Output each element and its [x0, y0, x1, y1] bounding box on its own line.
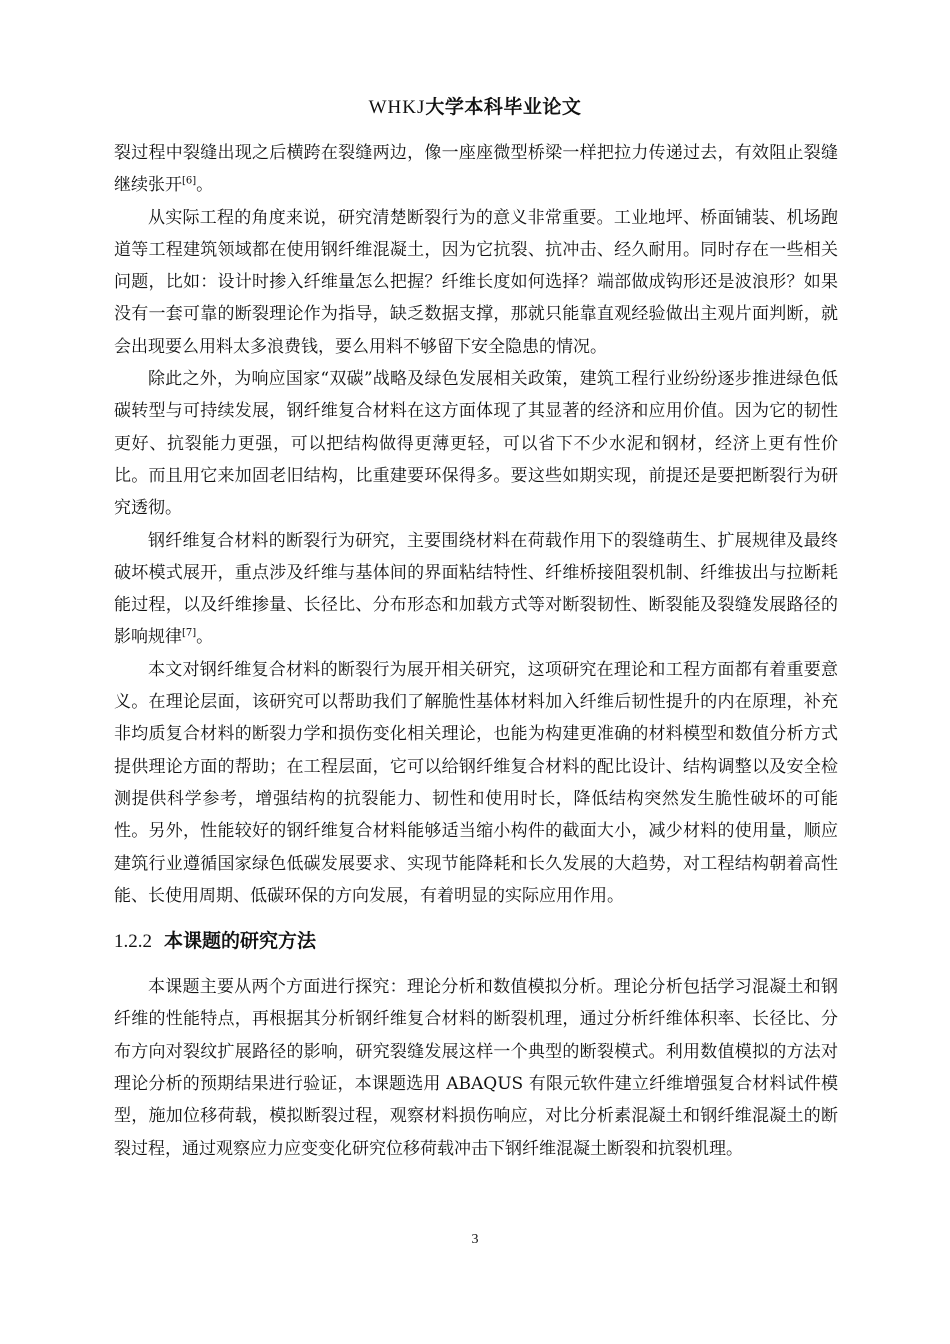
paragraph-text: 钢纤维复合材料的断裂行为研究，主要围绕材料在荷载作用下的裂缝萌生、扩展规律及最终破坏模式展开，重点涉及纤维与基体间的界面粘结特性、纤维桥接阻裂机制、纤维拔出与拉断耗能过程，以及纤维掺量、长径比、分布形态和加载方式等对断裂韧性、断裂能及裂缝发展路径的影响规律: [114, 530, 838, 648]
header-title: 大学本科毕业论文: [425, 96, 582, 118]
paragraph: [114, 525, 838, 654]
paragraph-continued: [114, 137, 838, 202]
running-header: [0, 92, 950, 119]
section-heading: [114, 926, 838, 957]
paragraph: 除此之外，为响应国家“双碳”战略及绿色发展相关政策，建筑工程行业纷纷逐步推进绿色低碳转型与可持续发展，钢纤维复合材料在这方面体现了其显著的经济和应用价值。因为它的韧性更好、抗裂能力更强，可以把结构做得更薄更轻，可以省下不少水泥和钢材，经济上更有性价比。而且用它来加固老旧结构，比重建要环保得多。要这些如期实现，前提还是要把断裂行为研究透彻。: [114, 369, 838, 519]
paragraph-text: 裂过程中裂缝出现之后横跨在裂缝两边，像一座座微型桥梁一样把拉力传递过去，有效阻止裂缝继续张开: [114, 143, 838, 196]
paragraph: 本课题主要从两个方面进行探究：理论分析和数值模拟分析。理论分析包括学习混凝土和钢纤维的性能特点，再根据其分析钢纤维复合材料的断裂机理，通过分析纤维体积率、长径比、分布方向对裂纹扩展路径的影响，研究裂缝发展这样一个典型的断裂模式。利用数值模拟的方法对理论分析的预期结果进行验证，本课题选用 ABAQUS 有限元软件建立纤维增强复合材料试件模型，施加位移荷载，模拟断裂过程，观察材料损伤响应，对比分析素混凝土和钢纤维混凝土的断裂过程，通过观察应力应变变化研究位移荷载冲击下钢纤维混凝土断裂和抗裂机理。: [114, 977, 838, 1159]
paragraph-end: 。: [196, 175, 214, 196]
paragraph: 从实际工程的角度来说，研究清楚断裂行为的意义非常重要。工业地坪、桥面铺装、机场跑道等工程建筑领域都在使用钢纤维混凝土，因为它抗裂、抗冲击、经久耐用。同时存在一些相关问题，比如：设计时掺入纤维量怎么把握？纤维长度如何选择？端部做成钩形还是波浪形？如果没有一套可靠的断裂理论作为指导，缺乏数据支撑，那就只能靠直观经验做出主观片面判断，就会出现要么用料太多浪费钱，要么用料不够留下安全隐患的情况。: [114, 207, 838, 357]
citation: [7]: [182, 627, 197, 639]
header-latin: WHKJ: [368, 97, 426, 118]
page-number: 3: [471, 1232, 479, 1247]
paragraph-end: 。: [196, 627, 214, 648]
section-number: 1.2.2: [114, 931, 152, 953]
paragraph: 本文对钢纤维复合材料的断裂行为展开相关研究，这项研究在理论和工程方面都有着重要意义。在理论层面，该研究可以帮助我们了解脆性基体材料加入纤维后韧性提升的内在原理，补充非均质复合材料的断裂力学和损伤变化相关理论，也能为构建更准确的材料模型和数值分析方式提供理论方面的帮助；在工程层面，它可以给钢纤维复合材料的配比设计、结构调整以及安全检测提供科学参考，增强结构的抗裂能力、韧性和使用时长，降低结构突然发生脆性破坏的可能性。另外，性能较好的钢纤维复合材料能够适当缩小构件的截面大小，减少材料的使用量，顺应建筑行业遵循国家绿色低碳发展要求、实现节能降耗和长久发展的大趋势，对工程结构朝着高性能、长使用周期、低碳环保的方向发展，有着明显的实际应用作用。: [114, 659, 838, 906]
body-text: [114, 137, 838, 1165]
citation: [6]: [182, 175, 197, 187]
section-title: 本课题的研究方法: [164, 930, 317, 953]
